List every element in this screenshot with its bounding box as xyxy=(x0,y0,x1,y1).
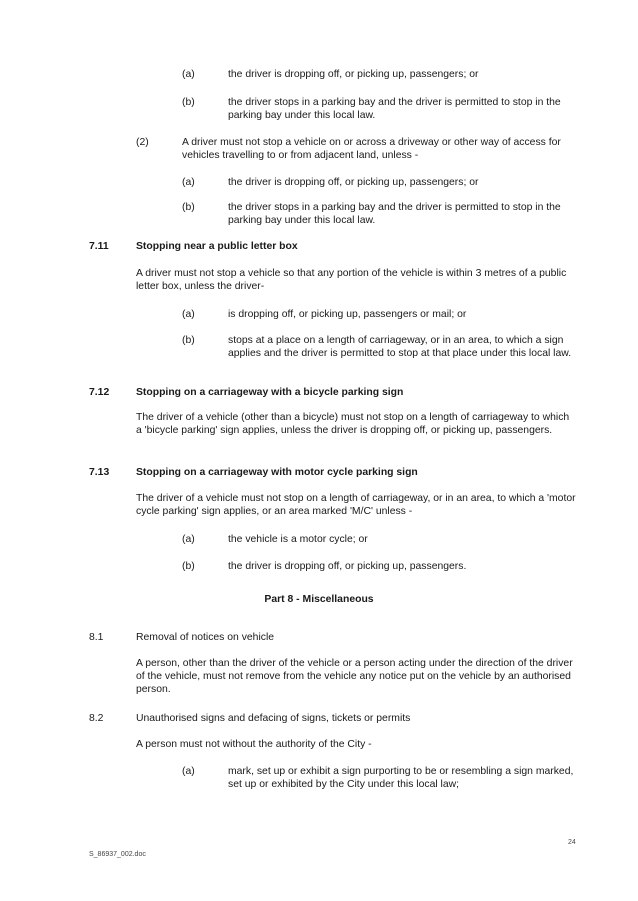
item-text: stops at a place on a length of carriageway, or in an area, to which a sign applies and the driver is permitted to stop at that place under this local law. xyxy=(228,335,572,360)
item-label: (b) xyxy=(182,335,195,346)
item-text: the vehicle is a motor cycle; or xyxy=(228,534,368,545)
item-label: (a) xyxy=(182,69,195,80)
item-label: (b) xyxy=(182,97,195,108)
part-heading: Part 8 - Miscellaneous xyxy=(264,594,374,605)
subsection-label: (2) xyxy=(136,137,149,148)
item-text: mark, set up or exhibit a sign purporting to be or resembling a sign marked, set up or exhibited by the City under this local law; xyxy=(228,766,574,791)
item-label: (a) xyxy=(182,177,195,188)
section-title: Removal of notices on vehicle xyxy=(136,632,275,643)
section-number: 7.11 xyxy=(89,241,109,252)
section-title: Stopping on a carriageway with motor cycle parking sign xyxy=(136,467,418,478)
item-text: the driver is dropping off, or picking up, passengers; or xyxy=(228,177,479,188)
section-number: 8.1 xyxy=(89,632,104,643)
item-label: (b) xyxy=(182,561,195,572)
item-label: (a) xyxy=(182,534,195,545)
page-number: 24 xyxy=(568,839,576,846)
section-title: Stopping near a public letter box xyxy=(136,241,298,252)
section-body: A person must not without the authority of the City - xyxy=(136,739,372,750)
item-text: is dropping off, or picking up, passengers or mail; or xyxy=(228,309,467,320)
section-number: 8.2 xyxy=(89,713,104,724)
item-text: the driver stops in a parking bay and the driver is permitted to stop in the parking bay under this local law. xyxy=(228,202,561,227)
section-number: 7.13 xyxy=(89,467,110,478)
item-label: (a) xyxy=(182,309,195,320)
item-text: the driver is dropping off, or picking up, passengers. xyxy=(228,561,467,572)
section-number: 7.12 xyxy=(89,387,110,398)
section-body: A person, other than the driver of the vehicle or a person acting under the direction of the driver of the vehicle, must not remove from the vehicle any notice put on the vehicle by an authorised person. xyxy=(136,658,573,696)
section-body: The driver of a vehicle must not stop on a length of carriageway, or in an area, to which a 'motor cycle parking' sign applies, or an area marked 'M/C' unless - xyxy=(136,493,576,518)
section-body: The driver of a vehicle (other than a bicycle) must not stop on a length of carriageway to which a 'bicycle parking' sign applies, unless the driver is dropping off, or picking up, passengers. xyxy=(136,412,570,437)
item-text: the driver stops in a parking bay and the driver is permitted to stop in the parking bay under this local law. xyxy=(228,97,561,122)
item-text: the driver is dropping off, or picking up, passengers; or xyxy=(228,69,479,80)
section-body: A driver must not stop a vehicle so that any portion of the vehicle is within 3 metres of a public letter box, unless the driver- xyxy=(136,268,567,293)
subsection-text: A driver must not stop a vehicle on or across a driveway or other way of access for vehicles travelling to or from adjacent land, unless - xyxy=(182,137,561,162)
item-label: (a) xyxy=(182,766,195,777)
item-label: (b) xyxy=(182,202,195,213)
file-name: S_86937_002.doc xyxy=(89,851,146,858)
section-title: Stopping on a carriageway with a bicycle parking sign xyxy=(136,387,404,398)
section-title: Unauthorised signs and defacing of signs, tickets or permits xyxy=(136,713,411,724)
